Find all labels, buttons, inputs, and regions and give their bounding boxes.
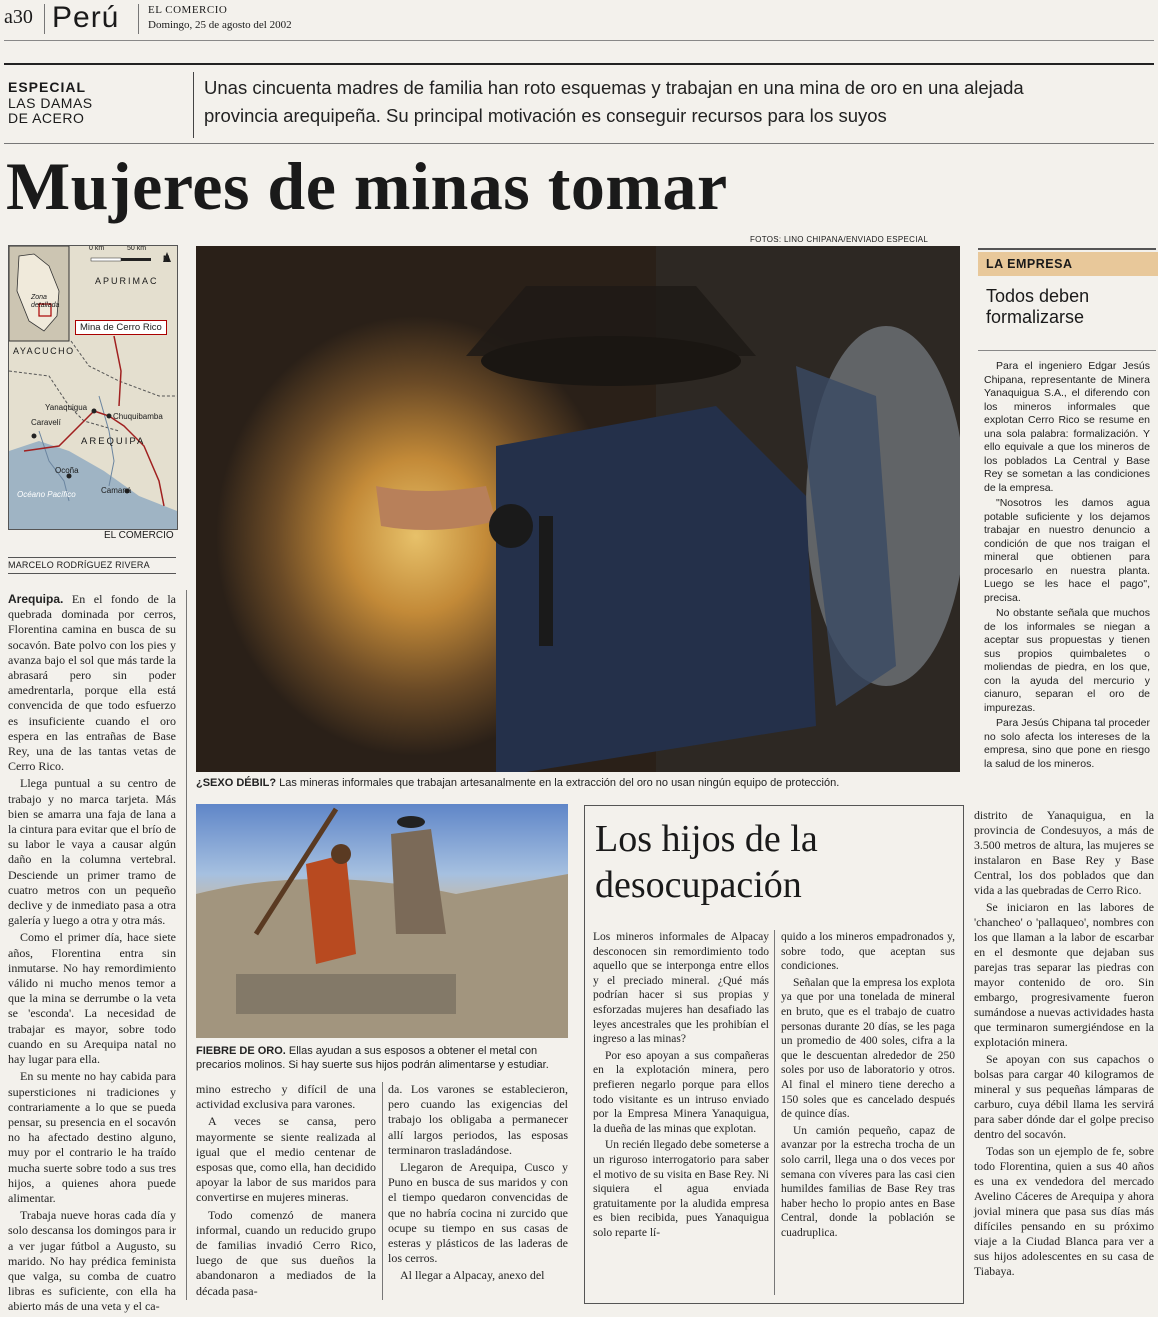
small-photo-caption-text: Ellas ayudan a sus esposos a obtener el metal con precarios molinos. Si hay suerte sus hijos podrán alimentarse y estudiar.: [196, 1045, 549, 1071]
main-paragraph: Todo comenzó de manera informal, cuando un reducido grupo de familias invadió Cerro Rico, luego de que sus dueños la abandonaron a mediados de la década pasa-: [196, 1207, 376, 1298]
map-region-apurimac: APURIMAC: [95, 276, 159, 286]
sidebar-body: [984, 360, 1150, 773]
map-town-camana: Camaná: [101, 486, 132, 495]
photo-workers-graphic: [196, 804, 568, 1038]
page-number: a30: [4, 6, 33, 28]
second-paragraph: Un recién llegado debe someterse a un riguroso interrogatorio para saber el motivo de su visita en Base Rey. Ni siquiera el agua enviada gratuitamente por la aludida empresa es bien recibida, pues Yanaquigua solo reparte lí-: [593, 1139, 769, 1239]
header-divider: [44, 4, 45, 34]
column-rule: [774, 930, 775, 1295]
small-photo-caption-label: FIEBRE DE ORO.: [196, 1045, 286, 1057]
sidebar-paragraph: "Nosotros les damos agua potable suficiente y los dejamos trabajar en nuestro denuncio a condición de que nos traigan el mineral que obtienen para procesarlo en nuestra planta. Luego se les hace el pago", precisa.: [984, 497, 1150, 604]
second-paragraph: Los mineros informales de Alpacay desconocen sin remordimiento todo aquello que se interponga entre ellos y el preciado mineral. ¿Qué más podrían hacer si sus propias y esforzadas mujeres han desafiado las leyes ancestrales que les prohibían el ingreso a las minas?: [593, 931, 769, 1046]
main-story-column-1: [8, 592, 176, 1317]
sidebar-box: [978, 248, 1156, 790]
main-photo-caption: [196, 776, 960, 790]
main-paragraph: Arequipa. En el fondo de la quebrada dominada por cerros, Florentina camina en busca de su socavón. Bate polvo con los pies y avanza bajo el sol que más tarde la abrasará pero sin poder amedrentarla, porque ella está convencida de que todo esfuerzo es insuficiente cuando el oro espera en las entrañas de Base Rey, una de las tantas vetas de Cerro Rico.: [8, 592, 176, 774]
series-line-2: DE ACERO: [8, 110, 85, 126]
main-paragraph: A veces se cansa, pero mayormente se siente realizada al igual que el medio centenar de esposas que, como ella, han decidido apoyar la labor de sus maridos para convertirse en mujeres mineras.: [196, 1114, 376, 1205]
main-headline: Mujeres de minas tomar: [6, 148, 728, 224]
main-paragraph: Todas son un ejemplo de fe, sobre todo Florentina, quien a sus 40 años es una ex vendedora del mercado Avelino Cáceres de Arequipa y ahora jovial minera que pasa sus días más difíciles pensando en su próximo viaje a la Ciudad Blanca para ver a sus hijos adolescentes en su casa de Tiabaya.: [974, 1144, 1154, 1278]
second-story-box: [584, 805, 964, 1304]
sidebar-paragraph: Para Jesús Chipana tal proceder no solo afecta los intereses de la empresa, sino que pone en riesgo la salud de los mineros.: [984, 717, 1150, 770]
header-rule: [4, 40, 1154, 41]
map-graphic: [9, 246, 177, 529]
dek-text: Unas cincuenta madres de familia han roto esquemas y trabajan en una mina de oro en una alejada provincia arequipeña. Su principal motivación es conseguir recursos para los suyos: [204, 77, 1024, 126]
second-story-column-1: [593, 930, 769, 1242]
second-paragraph: Señalan que la empresa los explota ya que por una tonelada de mineral en bruto, que es el trabajo de cuatro personas durante 20 días, se les paga un promedio de 400 soles, cifra a la que le descuentan alrededor de 250 soles por uso de laboratorio y otros. Al final el minero tiene derecho a 150 soles que es cancelado después de quince días.: [781, 976, 955, 1121]
main-story-column-3: [388, 1082, 568, 1286]
column-rule: [186, 590, 187, 1300]
main-paragraph: Se iniciaron en las labores de 'chancheo' o 'pallaqueo', nombres con los que llaman a la labor de escarbar en el desmonte que dejaban sus parejas tras separar las piedras con mayor contenido de oro. Sin embargo, progresivamente fueron sumándose a nuevas actividades hasta que terminaron sumergiéndose en la explotación minera.: [974, 900, 1154, 1049]
map-scale-0: 0 km: [89, 245, 105, 252]
section-title: Perú: [52, 1, 120, 34]
paper-name: EL COMERCIO: [148, 4, 228, 16]
sidebar-title: Todos deben formalizarse: [986, 286, 1090, 327]
sidebar-paragraph: Para el ingeniero Edgar Jesús Chipana, representante de Minera Yanaquigua S.A., el diferendo con los mineros informales que explotan Cerro Rico se resume en una sola palabra: formalización. Y ello equivale a que los mineros de los poblados La Central y Base Rey se sometan a las condiciones de la empresa.: [984, 360, 1150, 494]
dek-divider: [193, 72, 194, 138]
small-photo: [196, 804, 568, 1038]
map-town-caraveli: Caravelí: [31, 418, 61, 427]
main-paragraph: da. Los varones se establecieron, pero cuando las exigencias del trabajo los obligaba a permanecer allí largos periodos, las esposas terminaron trasladándose.: [388, 1082, 568, 1157]
second-paragraph: quido a los mineros empadronados y, sobre todo, que aceptan sus condiciones.: [781, 931, 955, 973]
sidebar-paragraph: No obstante señala que muchos de los informales se niegan a aceptar sus propuestas y tienen sus propios quimbaletes o moliendas de piedra, en los que, con la ayuda del mercurio y cianuro, separan el oro de impurezas.: [984, 607, 1150, 714]
sidebar-rule: [978, 350, 1156, 351]
second-paragraph: Por eso apoyan a sus compañeras en la explotación minera, pero prefieren negarlo porque para ellos todo visitante es un intruso enviado por la Empresa Minera Yanaquigua, la dueña de las minas que explotan.: [593, 1049, 769, 1135]
map-region-arequipa: AREQUIPA: [81, 436, 146, 447]
sidebar-tag: LA EMPRESA: [978, 252, 1158, 276]
map-mine-label: Mina de Cerro Rico: [75, 320, 167, 335]
main-photo: [196, 246, 960, 772]
main-paragraph: mino estrecho y difícil de una actividad exclusiva para varones.: [196, 1082, 376, 1112]
main-paragraph: Llega puntual a su centro de trabajo y no marca tarjeta. Más bien se amarra una faja de lana a la cintura para evitar que el brío de su labor le vaya a causar algún daño en la columna vertebral. Desciende un primer tramo de cuatro metros con un pequeño declive y de inmediato pasa a otra galería y luego a otra y otra más.: [8, 776, 176, 928]
main-paragraph: En su mente no hay cabida para supersticiones ni tradiciones y contrariamente a lo que se pueda pensar, su presencia en el socavón no ha afectado destino alguno, muy por el contrario le ha traído mucha suerte sobre todo a sus tres hijos, a quienes ahora puede alimentar.: [8, 1069, 176, 1205]
dateline: Arequipa.: [8, 592, 64, 606]
main-paragraph: distrito de Yanaquigua, en la provincia de Condesuyos, a más de 3.500 metros de altura, las mujeres se instalaron en Base Rey y Base Central, los dos poblados que dan vida a las quebradas de Cerro Rico.: [974, 808, 1154, 897]
photo-credit: FOTOS: LINO CHIPANA/ENVIADO ESPECIAL: [750, 235, 929, 244]
main-paragraph: Trabaja nueve horas cada día y solo descansa los domingos para ir a ver jugar fútbol a Augusto, su marido. No hay prédica feminista que valga, su comba de cuatro libras es suficiente, con ella ha abierto más de una veta y el ca-: [8, 1208, 176, 1314]
special-kicker: ESPECIAL: [8, 79, 87, 95]
small-photo-caption: [196, 1044, 568, 1072]
map-ocean: Océano Pacífico: [17, 490, 76, 499]
main-paragraph: Al llegar a Alpacay, anexo del: [400, 1268, 545, 1283]
header-divider: [138, 4, 139, 34]
issue-date: Domingo, 25 de agosto del 2002: [148, 19, 292, 31]
series-line-1: LAS DAMAS: [8, 95, 93, 111]
main-paragraph: Como el primer día, hace siete años, Florentina entra sin inmutarse. No hay remordimiento válido ni mucho menos temor a que la mina se derrumbe o la veta se 'esconda'. La necesidad de trabajar es mayor, sobre todo cuando en su Arequipa natal no hay lugar para ella.: [8, 930, 176, 1067]
main-story-column-4: [974, 808, 1154, 1281]
main-paragraph: Llegaron de Arequipa, Cusco y Puno en busca de sus maridos y con el tiempo quedaron convencidas de que no habría cocina ni zurcido que ocupe su tiempo en sus casas de esteras y plásticos de las laderas de los cerros.: [388, 1160, 568, 1266]
map-town-yanaquigua: Yanaquigua: [45, 403, 88, 412]
main-photo-caption-text: Las mineras informales que trabajan artesanalmente en la extracción del oro no usan ningún equipo de protección.: [276, 777, 840, 789]
locator-map: [8, 245, 178, 530]
map-town-ocona: Ocoña: [55, 466, 79, 475]
map-town-chuquibamba: Chuquibamba: [113, 412, 163, 421]
byline-rule: [8, 557, 176, 558]
dek-bottom-rule: [4, 143, 1154, 144]
second-paragraph: Un camión pequeño, capaz de avanzar por la estrecha trocha de un solo carril, llega una o dos veces por semana con víveres para las casi cien humildes familias de Base Rey tras haber hecho lo propio antes en Base Central, donde la población se cuadruplica.: [781, 1124, 955, 1239]
second-story-headline: Los hijos de la desocupación: [595, 818, 818, 906]
byline-rule: [8, 573, 176, 574]
map-region-ayacucho: AYACUCHO: [13, 346, 75, 356]
main-story-column-2: [196, 1082, 376, 1301]
map-credit: EL COMERCIO: [104, 530, 174, 541]
second-story-column-2: [781, 930, 955, 1242]
north-icon: N: [163, 254, 170, 264]
photo-miner-graphic: [196, 246, 960, 772]
map-zone-label: Zona detallada: [31, 294, 60, 309]
map-scale-50: 50 km: [127, 245, 147, 252]
byline: MARCELO RODRÍGUEZ RIVERA: [8, 560, 150, 570]
dek-top-rule: [4, 63, 1154, 65]
main-paragraph: Se apoyan con sus capachos o bolsas para cargar 40 kilogramos de mineral y sus pequeñas lámparas de carburo, cuya débil llama les servirá para saber dónde dar el golpe preciso dentro del socavón.: [974, 1052, 1154, 1141]
column-rule: [382, 1082, 383, 1300]
main-photo-caption-label: ¿SEXO DÉBIL?: [196, 777, 277, 789]
